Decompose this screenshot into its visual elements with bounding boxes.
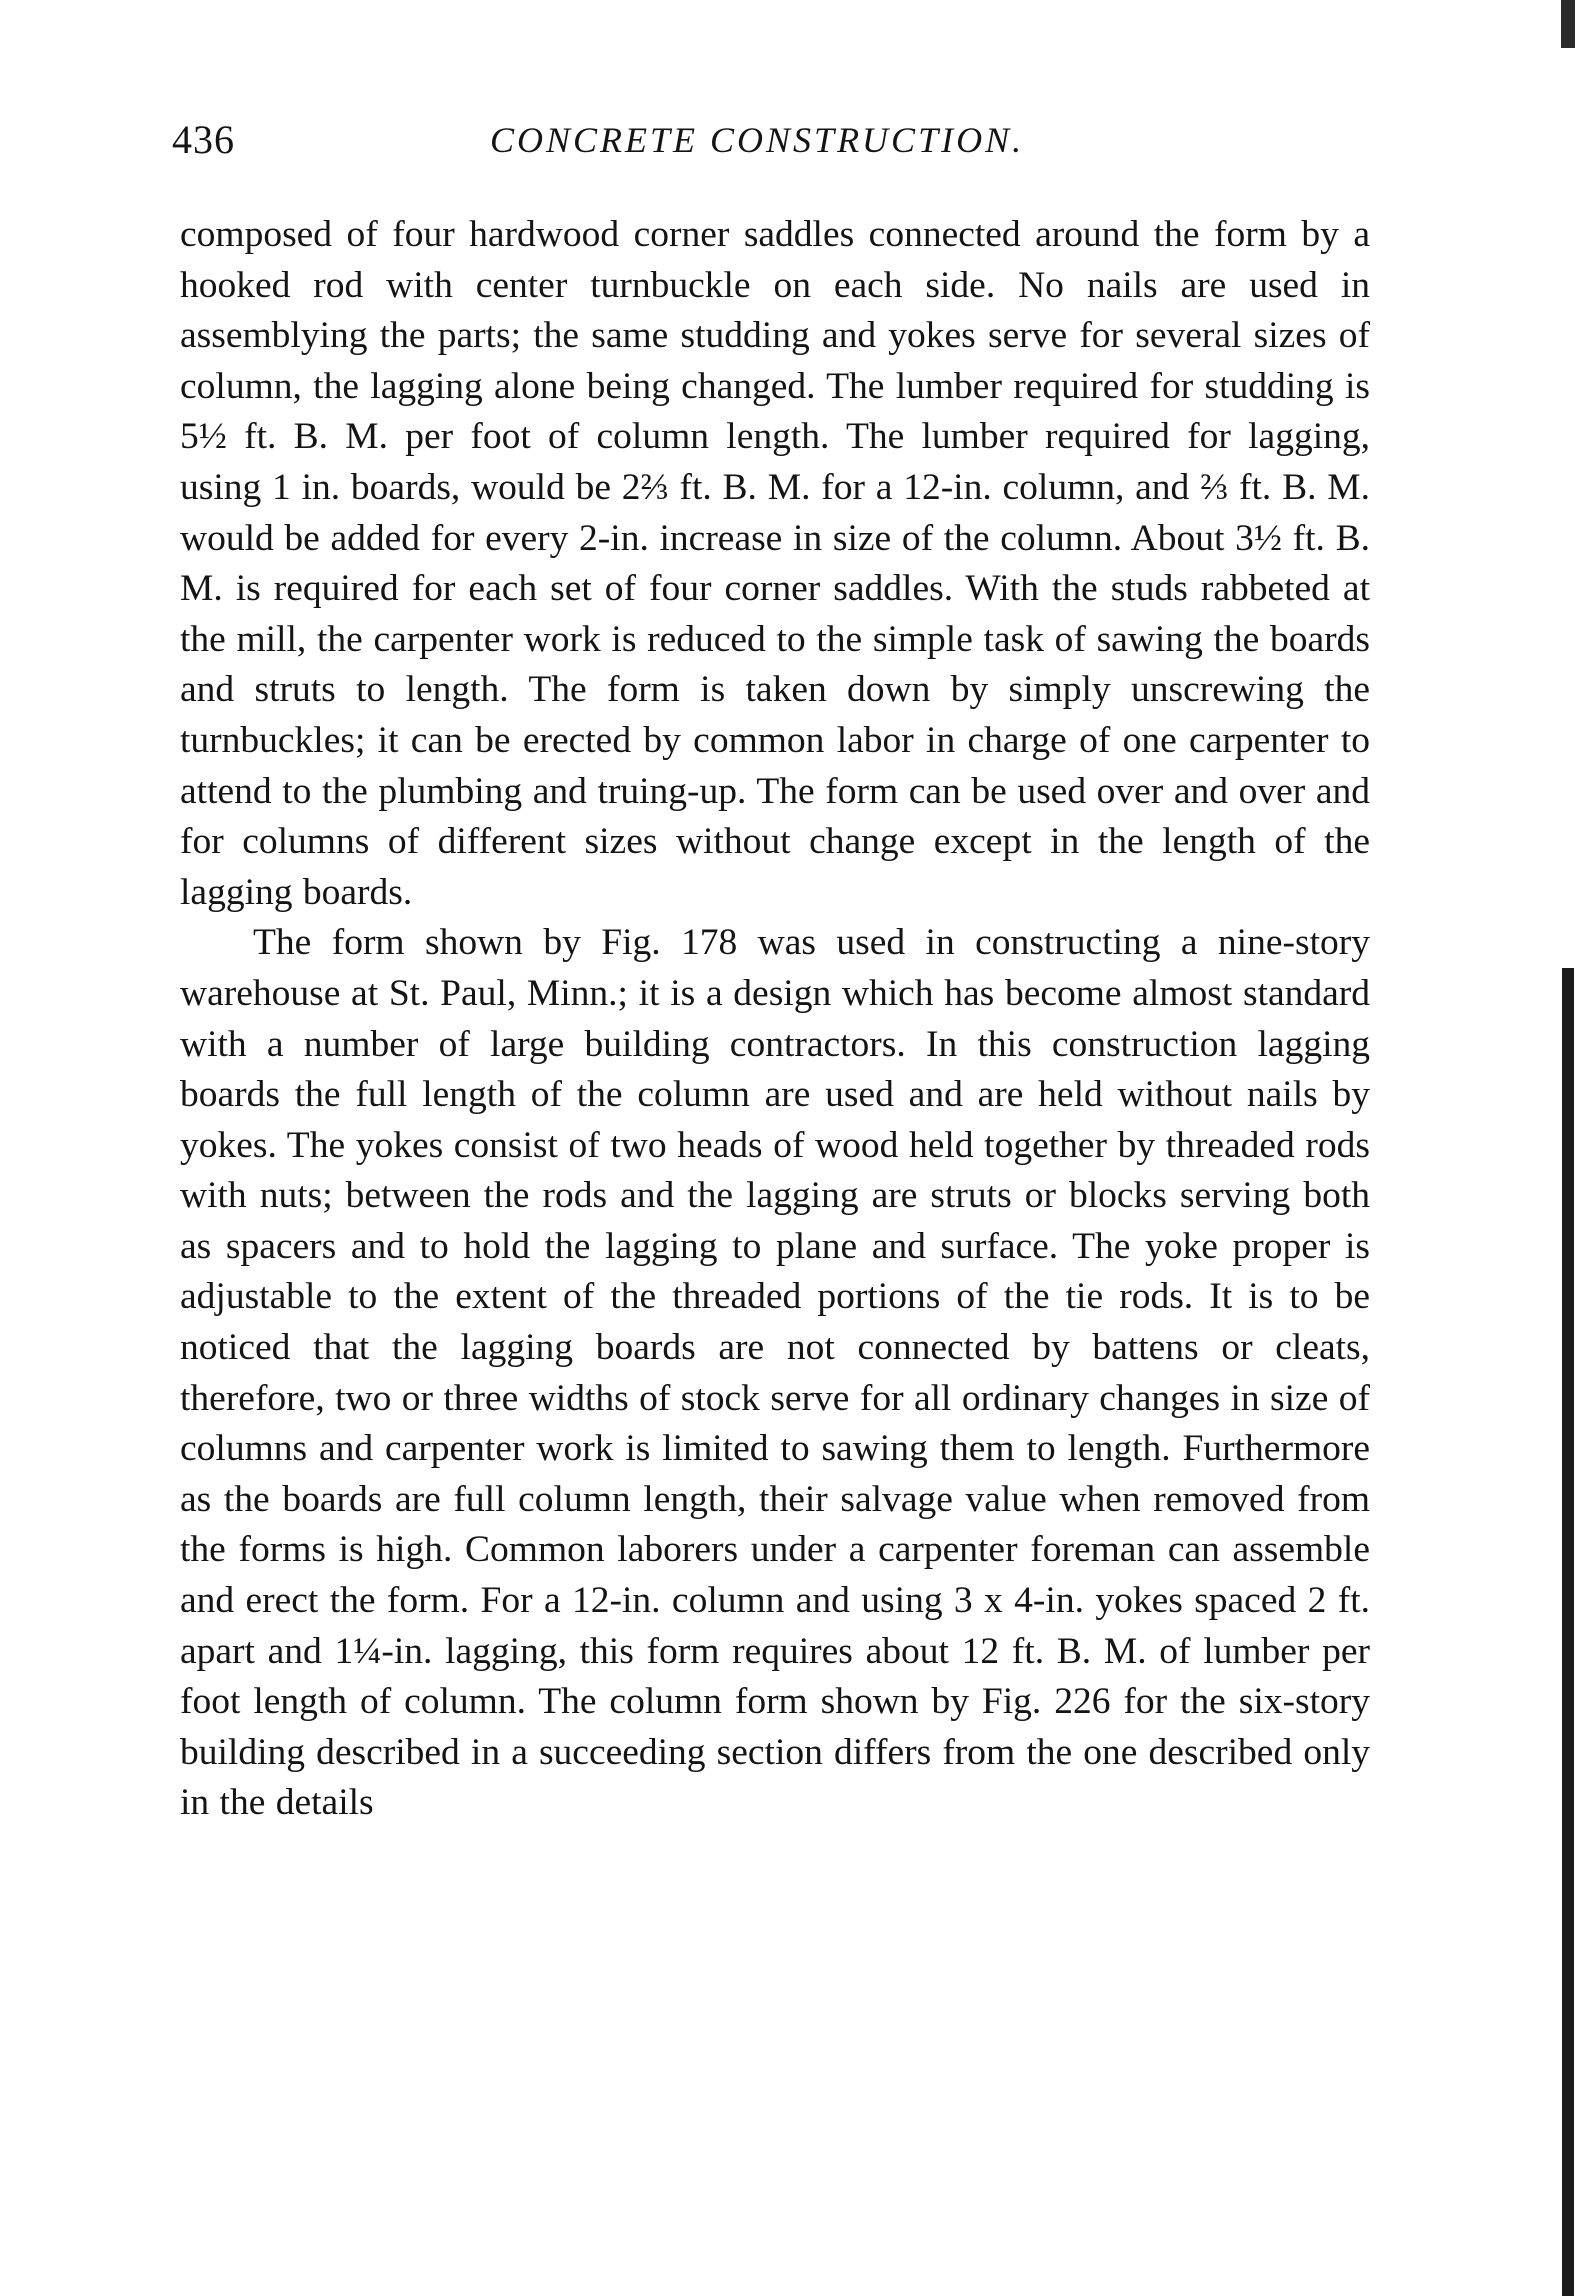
running-head: CONCRETE CONSTRUCTION. <box>490 120 1025 160</box>
paragraph-continued: composed of four hardwood corner saddles connected around the form by a hooked rod with center turnbuckle on each side. No nails are used in assemblying the parts; the same studding and yokes serve for several sizes of column, the lagging alone being changed. The lumber required for studding is 5½ ft. B. M. per foot of column length. The lumber required for lagging, using 1 in. boards, would be 2⅔ ft. B. M. for a 12-in. column, and ⅔ ft. B. M. would be added for every 2-in. increase in size of the column. About 3½ ft. B. M. is required for each set of four corner saddles. With the studs rabbeted at the mill, the carpenter work is reduced to the simple task of sawing the boards and struts to length. The form is taken down by simply unscrewing the turnbuckles; it can be erected by common labor in charge of one carpenter to attend to the plumbing and truing-up. The form can be used over and over and for columns of different sizes without change except in the length of the lagging boards. <box>180 214 1370 913</box>
paragraph-fig-178: The form shown by Fig. 178 was used in constructing a nine-story warehouse at St. Paul, Minn.; it is a design which has become almost standard with a number of large building contractors. In this construction lagging boards the full length of the column are used and are held without nails by yokes. The yokes consist of two heads of wood held together by threaded rods with nuts; between the rods and the lagging are struts or blocks serving both as spacers and to hold the lagging to plane and surface. The yoke proper is adjustable to the extent of the threaded portions of the tie rods. It is to be noticed that the lagging boards are not connected by battens or cleats, therefore, two or three widths of stock serve for all ordinary changes in size of columns and carpenter work is limited to sawing them to length. Furthermore as the boards are full column length, their salvage value when removed from the forms is high. Common laborers under a carpenter foreman can assemble and erect the form. For a 12-in. column and using 3 x 4-in. yokes spaced 2 ft. apart and 1¼-in. lagging, this form requires about 12 ft. B. M. of lumber per foot length of column. The column form shown by Fig. 226 for the six-story building described in a succeeding section differs from the one described only in the details <box>180 922 1370 1824</box>
body-text <box>180 210 1370 1829</box>
scan-margin-bar <box>1562 968 1574 2296</box>
scan-corner-mark <box>1561 0 1575 48</box>
page-header <box>172 110 1372 170</box>
page-number: 436 <box>172 117 235 162</box>
